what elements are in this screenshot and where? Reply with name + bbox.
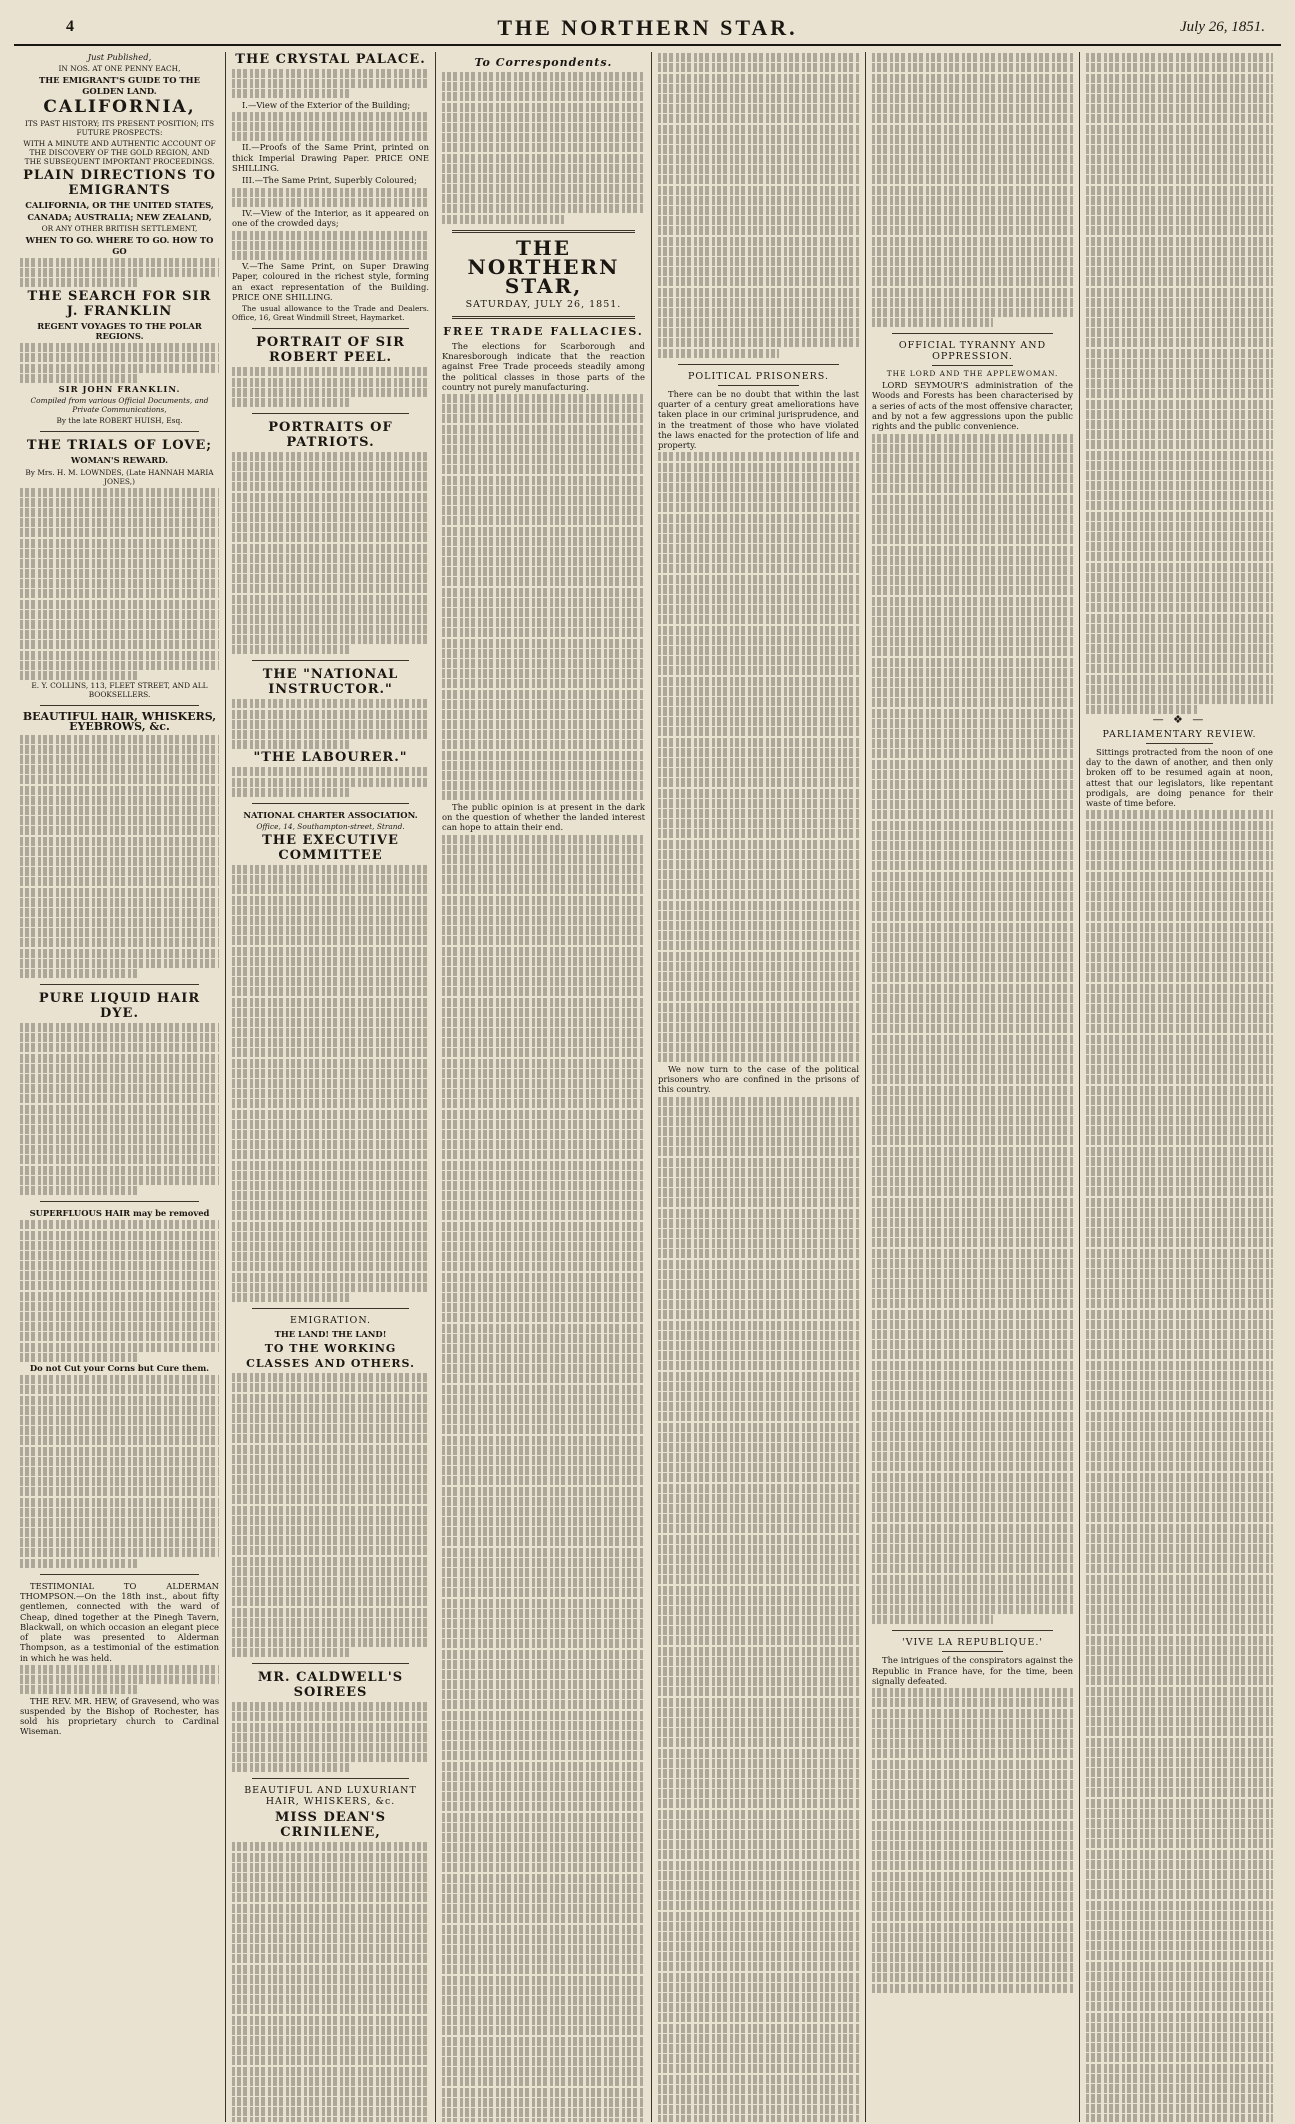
vive-la-republique-heading: 'VIVE LA REPUBLIQUE.': [902, 1637, 1043, 1649]
crystal-item-3: III.—The Same Print, Superbly Coloured;: [242, 175, 417, 186]
plain-dest-2: CANADA; AUSTRALIA; NEW ZEALAND,: [27, 212, 212, 223]
pub-parts: IN NOS. AT ONE PENNY EACH,: [58, 64, 181, 74]
political-prisoners-heading: POLITICAL PRISONERS.: [688, 370, 829, 382]
newspaper-title: THE NORTHERN STAR.: [497, 15, 798, 40]
by-late-huish: By the late ROBERT HUISH, Esq.: [56, 416, 183, 426]
caldwell-soirees-heading: MR. CALDWELL'S SOIREES: [257, 1670, 404, 1701]
polar-regions-heading: REGENT VOYAGES TO THE POLAR REGIONS.: [37, 320, 202, 341]
crystal-item-1: I.—View of the Exterior of the Building;: [242, 99, 411, 110]
column-1-advertisements: [14, 52, 226, 2122]
plain-directions-heading: PLAIN DIRECTIONS TO EMIGRANTS: [23, 167, 216, 198]
parliamentary-review-heading: PARLIAMENTARY REVIEW.: [1102, 728, 1257, 740]
labourer-heading: "THE LABOURER.": [253, 750, 408, 766]
corns-heading: Do not Cut your Corns but Cure them.: [29, 1362, 210, 1373]
column-2-advertisements: [226, 52, 436, 2122]
california-sub: ITS PAST HISTORY; ITS PRESENT POSITION; ITS FUTURE PROSPECTS:: [24, 118, 215, 137]
page-number: 4: [66, 18, 74, 35]
political-prisoners-paragraph-1: There can be no doubt that within the last quarter of a century great ameliorations have taken place in our criminal jurisprudence, and in the treatment of those who have violated the laws enacted for the protection of life and property.: [658, 388, 859, 451]
trials-author: By Mrs. H. M. LOWNDES, (Late HANNAH MARIA JONES,): [25, 467, 214, 486]
miss-deans-heading: MISS DEAN'S CRINILENE,: [274, 1810, 386, 1841]
free-trade-fallacies-heading: FREE TRADE FALLACIES.: [443, 324, 644, 338]
california-sub-2: WITH A MINUTE AND AUTHENTIC ACCOUNT OF THE DISCOVERY OF THE GOLD REGION, AND THE SUBSEQUENT IMPORTANT PROCEEDINGS.: [23, 138, 216, 166]
portrait-peel-heading: PORTRAIT OF SIR ROBERT PEEL.: [256, 335, 405, 366]
charter-assoc-heading: NATIONAL CHARTER ASSOCIATION.: [243, 809, 418, 820]
crystal-note: The usual allowance to the Trade and Dealers. Office, 16, Great Windmill Street, Haymarket.: [232, 304, 429, 323]
pure-liquid-heading: PURE LIQUID HAIR DYE.: [38, 991, 201, 1022]
decorative-rule: — ❖ —: [1152, 713, 1207, 727]
correspondents-heading: To Correspondents.: [474, 56, 613, 69]
column-5-editorial: [866, 52, 1080, 2122]
collins-publisher: E. Y. COLLINS, 113, FLEET STREET, AND ALL BOOKSELLERS.: [31, 681, 208, 700]
working-classes-heading: TO THE WORKING CLASSES AND OTHERS.: [246, 1342, 415, 1371]
official-tyranny-paragraph-1: LORD SEYMOUR'S administration of the Woods and Forests has been characterised by a series of acts of the most offensive character, and by not a few aggressions upon the public rights and the public convenience.: [872, 380, 1073, 432]
beautiful-hair-heading: BEAUTIFUL HAIR, WHISKERS, EYEBROWS, &c.: [22, 710, 217, 734]
executive-committee-heading: THE EXECUTIVE COMMITTEE: [262, 833, 399, 864]
masthead: [14, 10, 1281, 46]
issue-date: July 26, 1851.: [1180, 19, 1265, 35]
charter-address: Office, 14, Southampton-street, Strand.: [256, 822, 405, 832]
paper-date: SATURDAY, JULY 26, 1851.: [465, 298, 622, 310]
column-3-editorial: [436, 52, 652, 2122]
crystal-item-2: II.—Proofs of the Same Print, printed on thick Imperial Drawing Paper. PRICE ONE SHILLING.: [232, 142, 429, 174]
lead-paragraph-1: The elections for Scarborough and Knaresborough indicate that the reaction against Free Trade proceeds steadily among the political classes in those parts of the country not purely manufacturing.: [442, 340, 645, 392]
column-4-editorial: [652, 52, 866, 2122]
compiled-from: Compiled from various Official Documents, and Private Communications,: [30, 396, 209, 415]
pub-just: Just Published,: [87, 52, 152, 62]
when-to-go: WHEN TO GO. WHERE TO GO. HOW TO GO: [25, 235, 214, 256]
crystal-item-5: V.—The Same Print, on Super Drawing Paper, coloured in the richest style, forming an exact representation of the Building. PRICE ONE SHILLING.: [232, 261, 429, 303]
rev-hew-paragraph: THE REV. MR. HEW, of Gravesend, who was suspended by the Bishop of Rochester, has sold his proprietary church to Cardinal Wiseman.: [20, 1695, 219, 1737]
trials-of-love-heading: THE TRIALS OF LOVE;: [26, 438, 213, 454]
superfluous-hair-heading: SUPERFLUOUS HAIR may be removed: [29, 1208, 210, 1219]
official-tyranny-heading: OFFICIAL TYRANNY AND OPPRESSION.: [898, 340, 1047, 363]
emigrant-guide-heading: THE EMIGRANT'S GUIDE TO THE GOLDEN LAND.: [39, 75, 200, 96]
search-franklin-heading: THE SEARCH FOR SIR J. FRANKLIN: [27, 288, 212, 319]
the-land-heading: THE LAND! THE LAND!: [274, 1328, 387, 1339]
plain-dest-3: OR ANY OTHER BRITISH SETTLEMENT,: [41, 224, 198, 234]
lead-paragraph-2: The public opinion is at present in the dark on the question of whether the landed interest can hope to attain their end.: [442, 801, 645, 833]
sir-john-franklin: SIR JOHN FRANKLIN.: [58, 383, 181, 394]
columns: [14, 52, 1281, 2122]
emigration-heading: EMIGRATION.: [289, 1314, 372, 1326]
column-6-editorial: [1080, 52, 1279, 2122]
testimonial-paragraph: TESTIMONIAL TO ALDERMAN THOMPSON.—On the 18th inst., about fifty gentlemen, connected with the ward of Cheap, dined together at the Pinegh Tavern, Blackwall, on which occasion an elegant piece of plate was presented to Alderman Thompson, as a testimonial of the estimation in which he was held.: [20, 1580, 219, 1663]
crystal-palace-heading: THE CRYSTAL PALACE.: [235, 52, 426, 67]
national-instructor-heading: THE "NATIONAL INSTRUCTOR.": [262, 667, 399, 698]
plain-dest-1: CALIFORNIA, OR THE UNITED STATES,: [25, 199, 214, 210]
california-heading: CALIFORNIA,: [43, 96, 196, 117]
paper-title-heading: THE NORTHERN STAR,: [467, 235, 620, 298]
political-prisoners-paragraph-2: We now turn to the case of the political prisoners who are confined in the prisons of this country.: [658, 1063, 859, 1095]
womans-reward: WOMAN'S REWARD.: [70, 455, 169, 466]
portraits-patriots-heading: PORTRAITS OF PATRIOTS.: [268, 419, 393, 450]
vive-paragraph-1: The intrigues of the conspirators against the Republic in France have, for the time, been signally defeated.: [872, 1655, 1073, 1686]
lord-applewoman-subheading: THE LORD AND THE APPLEWOMAN.: [886, 369, 1059, 379]
beautiful-hair-2-heading: BEAUTIFUL AND LUXURIANT HAIR, WHISKERS, &c.: [244, 1785, 417, 1808]
parliamentary-paragraph-1: Sittings protracted from the noon of one day to the dawn of another, and then only broken off to be resumed again at noon, attest that our legislators, like repentant prodigals, are doing penance for their waste of time before.: [1086, 746, 1273, 809]
crystal-item-4: IV.—View of the Interior, as it appeared on one of the crowded days;: [232, 207, 429, 229]
